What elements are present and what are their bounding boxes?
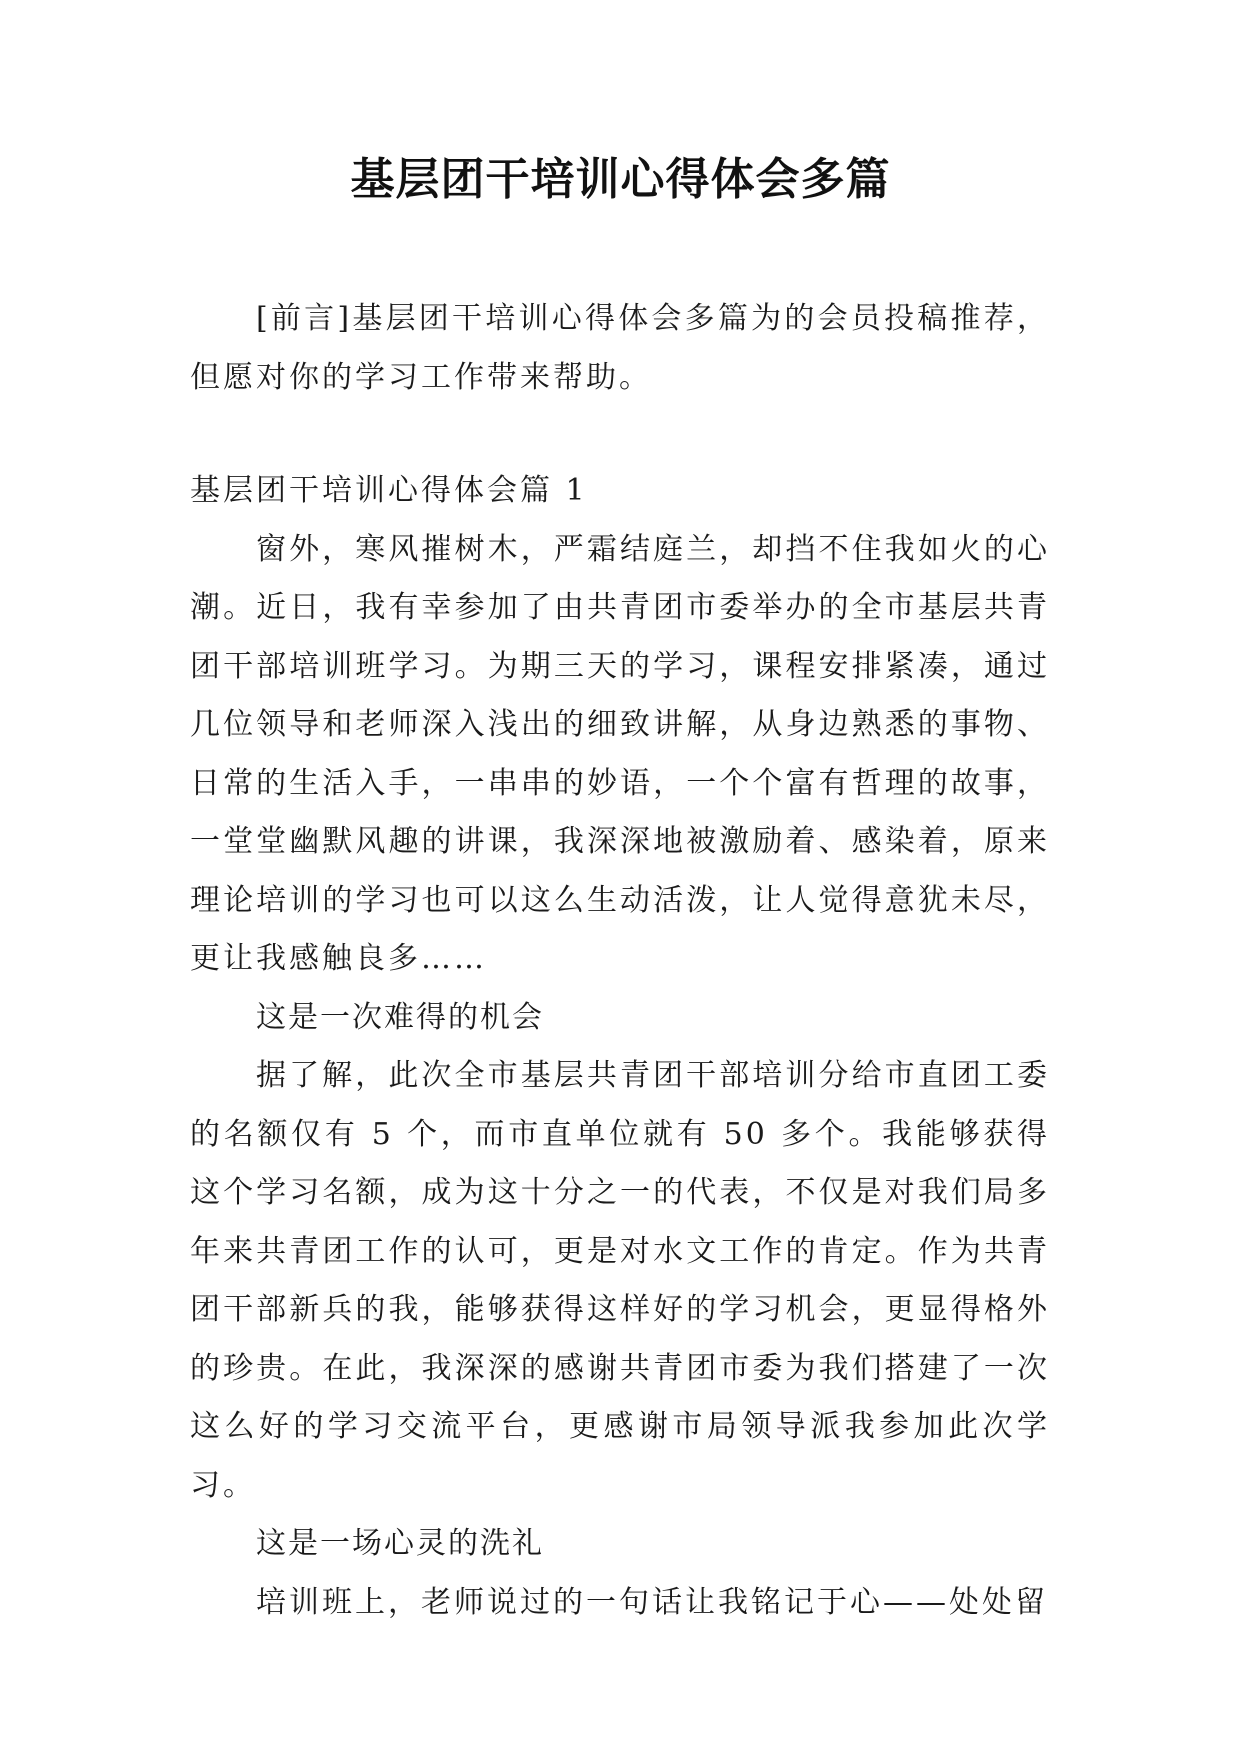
section-heading: 基层团干培训心得体会篇 1 (190, 473, 588, 508)
subheading-paragraph: 这是一次难得的机会 (256, 999, 544, 1035)
preface-paragraph: [前言]基层团干培训心得体会多篇为的会员投稿推荐，但愿对你的学习工作带来帮助。 (190, 301, 1050, 395)
article-body (190, 462, 1050, 1632)
subheading-paragraph: 这是一场心灵的洗礼 (256, 1526, 544, 1561)
body-paragraph: 据了解，此次全市基层共青团干部培训分给市直团工委的名额仅有 5 个，而市直单位就有 50 多个。我能够获得这个学习名额，成为这十分之一的代表，不仅是对我们局多年来共青团工作的认可，更是对水文工作的肯定。作为共青团干部新兵的我，能够获得这样好的学习机会，更显得格外的珍贵。在此，我深深的感谢共青团市委为我们搭建了一次这么好的学习交流平台，更感谢市局领导派我参加此次学习。 (190, 1058, 1050, 1503)
document-title: 基层团干培训心得体会多篇 (350, 154, 891, 205)
body-paragraph: 培训班上，老师说过的一句话让我铭记于心——处处留 (256, 1584, 1048, 1620)
preface-block (190, 290, 1050, 407)
body-paragraph: 窗外，寒风摧树木，严霜结庭兰，却挡不住我如火的心潮。近日，我有幸参加了由共青团市委举办的全市基层共青团干部培训班学习。为期三天的学习，课程安排紧凑，通过几位领导和老师深入浅出的细致讲解，从身边熟悉的事物、日常的生活入手，一串串的妙语，一个个富有哲理的故事，一堂堂幽默风趣的讲课，我深深地被激励着、感染着，原来理论培训的学习也可以这么生动活泼，让人觉得意犹未尽，更让我感触良多…… (190, 531, 1050, 976)
